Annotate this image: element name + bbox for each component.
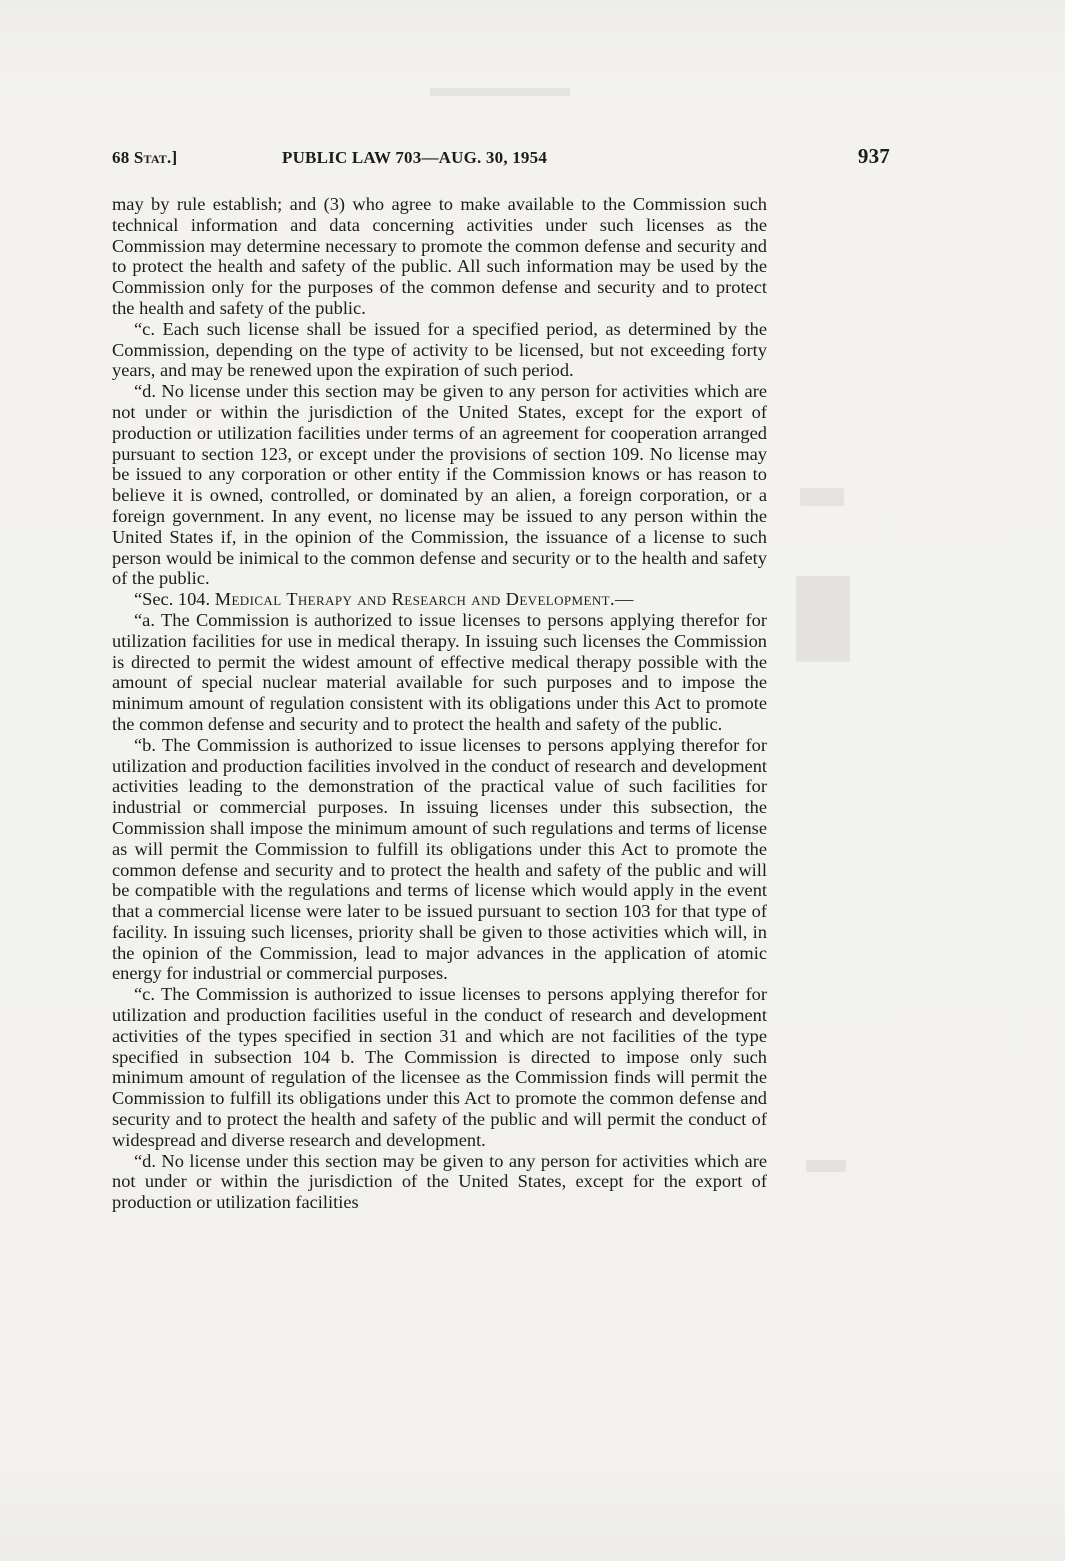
bleed-through-header	[430, 88, 570, 96]
paragraph: “b. The Commission is authorized to issue licenses to persons applying therefor for utilization and production facilities involved in the conduct of research and development activities leading to the demonstration of the practical value of such facilities for industrial or commercial purposes. In issuing licenses under this subsection, the Commission shall impose the minimum amount of such regulations and terms of license as will permit the Commission to fulfill its obligations under this Act to promote the common defense and security and to protect the health and safety of the public and will be compatible with the regulations and terms of license which would apply in the event that a commercial license were later to be issued pursuant to section 103 for that type of facility. In issuing such licenses, priority shall be given to those activities which will, in the opinion of the Commission, lead to major advances in the application of atomic energy for industrial or commercial purposes.	[112, 734, 767, 984]
section-title: Medical Therapy and Research and Development.—	[214, 589, 634, 610]
section-label: “Sec. 104.	[134, 589, 211, 610]
bleed-through-margin-note	[806, 1160, 846, 1172]
paragraph: “d. No license under this section may be given to any person for activities which are not under or within the jurisdiction of the United States, except for the export of production or utilization facilities	[112, 1150, 767, 1213]
paragraph: “c. The Commission is authorized to issue licenses to persons applying therefor for utilization and production facilities useful in the conduct of research and development activities of the types specified in section 31 and which are not facilities of the type specified in subsection 104 b. The Commission is directed to impose only such minimum amount of regulation of the licensee as the Commission finds will permit the Commission to fulfill its obligations under this Act to promote the common defense and security and to protect the health and safety of the public and will permit the conduct of widespread and diverse research and development.	[112, 984, 767, 1150]
running-title: PUBLIC LAW 703—AUG. 30, 1954	[282, 148, 548, 167]
body-text	[112, 194, 767, 1213]
bleed-through-margin-note	[796, 576, 850, 662]
section-heading	[112, 589, 767, 610]
paragraph: “c. Each such license shall be issued for a specified period, as determined by the Commission, depending on the type of activity to be licensed, but not exceeding forty years, and may be renewed upon the expiration of such period.	[112, 318, 767, 381]
page-header	[112, 144, 890, 172]
paragraph: “d. No license under this section may be given to any person for activities which are not under or within the jurisdiction of the United States, except for the export of production or utilization facilities under terms of an agreement for cooperation arranged pursuant to section 123, or except under the provisions of section 109. No license may be issued to any corporation or other entity if the Commission knows or has reason to believe it is owned, controlled, or dominated by an alien, a foreign corporation, or a foreign government. In any event, no license may be issued to any person within the United States if, in the opinion of the Commission, the issuance of a license to such person would be inimical to the common defense and security or to the health and safety of the public.	[112, 381, 767, 589]
page-number: 937	[857, 144, 890, 168]
bleed-through-margin-note	[800, 488, 844, 506]
paragraph: “a. The Commission is authorized to issue licenses to persons applying therefor for utilization facilities for use in medical therapy. In issuing such licenses the Commission is directed to permit the widest amount of effective medical therapy possible with the amount of special nuclear material available for such purposes and to impose the minimum amount of regulation consistent with its obligations under this Act to promote the common defense and security and to protect the health and safety of the public.	[112, 609, 767, 734]
paragraph: may by rule establish; and (3) who agree to make available to the Commission such technical information and data concerning activities under such licenses as the Commission may determine necessary to promote the common defense and security and to protect the health and safety of the public. All such information may be used by the Commission only for the purposes of the common defense and security and to protect the health and safety of the public.	[112, 194, 767, 318]
statute-volume: 68 Stat.]	[112, 148, 178, 167]
